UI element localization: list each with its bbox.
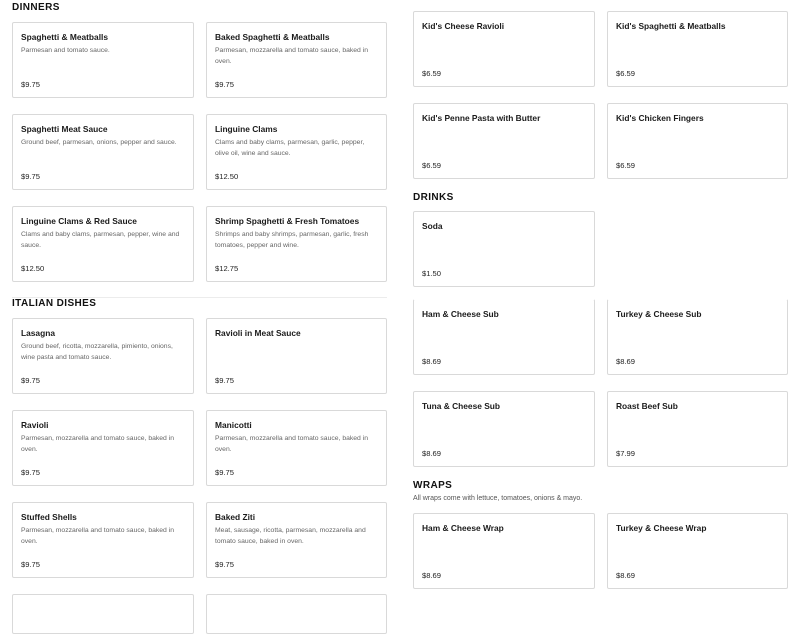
menu-item-card[interactable] bbox=[206, 318, 387, 394]
item-price: $8.69 bbox=[616, 357, 636, 366]
item-price: $6.59 bbox=[616, 69, 636, 78]
menu-item-card[interactable] bbox=[413, 211, 595, 287]
menu-item-card[interactable] bbox=[607, 11, 788, 87]
menu-item-card[interactable] bbox=[607, 391, 788, 467]
menu-item-card[interactable] bbox=[206, 410, 387, 486]
item-name: Kid's Chicken Fingers bbox=[616, 113, 704, 123]
item-name: Roast Beef Sub bbox=[616, 401, 678, 411]
menu-item-card[interactable] bbox=[12, 206, 194, 282]
item-price: $9.75 bbox=[215, 376, 235, 385]
item-price: $9.75 bbox=[21, 80, 41, 89]
item-name: Tuna & Cheese Sub bbox=[422, 401, 501, 411]
item-name: Shrimp Spaghetti & Fresh Tomatoes bbox=[215, 216, 360, 226]
item-price: $7.99 bbox=[616, 449, 636, 458]
menu-item-card[interactable] bbox=[12, 22, 194, 98]
item-name: Spaghetti & Meatballs bbox=[21, 32, 109, 42]
menu-item-card[interactable] bbox=[413, 391, 595, 467]
item-name: Turkey & Cheese Wrap bbox=[616, 523, 707, 533]
item-description: Clams and baby clams, parmesan, garlic, pepper, olive oil, wine and sauce. bbox=[215, 139, 365, 157]
item-description: Parmesan, mozzarella and tomato sauce, baked in oven. bbox=[21, 435, 175, 453]
menu-item-card[interactable] bbox=[12, 318, 194, 394]
item-description: Clams and baby clams, parmesan, pepper, wine and sauce. bbox=[21, 231, 180, 249]
section-heading-wraps: WRAPS bbox=[413, 480, 453, 491]
item-name: Ravioli bbox=[21, 420, 49, 430]
menu-item-card[interactable] bbox=[607, 299, 788, 375]
item-price: $9.75 bbox=[215, 80, 235, 89]
menu-item-card[interactable] bbox=[206, 206, 387, 282]
item-description: Parmesan and tomato sauce. bbox=[21, 47, 110, 54]
item-price: $6.59 bbox=[422, 69, 442, 78]
item-description: Parmesan, mozzarella and tomato sauce, baked in oven. bbox=[21, 527, 175, 545]
item-price: $9.75 bbox=[215, 468, 235, 477]
item-price: $9.75 bbox=[21, 468, 41, 477]
item-name: Ham & Cheese Wrap bbox=[422, 523, 504, 533]
item-description: Shrimps and baby shrimps, parmesan, garlic, fresh tomatoes, pepper and wine. bbox=[215, 231, 369, 249]
menu-item-card[interactable] bbox=[206, 594, 387, 634]
item-name: Lasagna bbox=[21, 328, 55, 338]
item-price: $8.69 bbox=[422, 449, 442, 458]
item-price: $12.75 bbox=[215, 264, 239, 273]
item-name: Baked Ziti bbox=[215, 512, 256, 522]
menu-item-card[interactable] bbox=[206, 502, 387, 578]
item-description: Meat, sausage, ricotta, parmesan, mozzarella and tomato sauce, baked in oven. bbox=[215, 527, 366, 545]
section-heading-italian-dishes: ITALIAN DISHES bbox=[12, 298, 97, 309]
item-price: $12.50 bbox=[21, 264, 45, 273]
menu-item-card[interactable] bbox=[607, 103, 788, 179]
menu-item-card[interactable] bbox=[413, 299, 595, 375]
item-name: Ravioli in Meat Sauce bbox=[215, 328, 301, 338]
item-name: Ham & Cheese Sub bbox=[422, 309, 499, 319]
section-note-wraps: All wraps come with lettuce, tomatoes, onions & mayo. bbox=[413, 495, 583, 502]
item-price: $8.69 bbox=[422, 357, 442, 366]
section-heading-dinners: DINNERS bbox=[12, 2, 60, 13]
menu-item-card[interactable] bbox=[206, 114, 387, 190]
item-price: $9.75 bbox=[21, 172, 41, 181]
menu-item-card[interactable] bbox=[12, 502, 194, 578]
menu-item-card[interactable] bbox=[413, 103, 595, 179]
item-name: Stuffed Shells bbox=[21, 512, 77, 522]
menu-item-card[interactable] bbox=[413, 513, 595, 589]
item-name: Manicotti bbox=[215, 420, 252, 430]
item-price: $6.59 bbox=[422, 161, 442, 170]
item-price: $12.50 bbox=[215, 172, 239, 181]
item-description: Parmesan, mozzarella and tomato sauce, baked in oven. bbox=[215, 435, 369, 453]
item-price: $1.50 bbox=[422, 269, 442, 278]
menu-item-card[interactable] bbox=[12, 594, 194, 634]
item-description: Ground beef, parmesan, onions, pepper and sauce. bbox=[21, 139, 177, 146]
item-name: Kid's Cheese Ravioli bbox=[422, 21, 505, 31]
menu-item-card[interactable] bbox=[12, 114, 194, 190]
item-price: $9.75 bbox=[21, 560, 41, 569]
item-price: $9.75 bbox=[21, 376, 41, 385]
item-name: Spaghetti Meat Sauce bbox=[21, 124, 108, 134]
item-price: $8.69 bbox=[616, 571, 636, 580]
item-name: Turkey & Cheese Sub bbox=[616, 309, 702, 319]
item-price: $6.59 bbox=[616, 161, 636, 170]
item-price: $9.75 bbox=[215, 560, 235, 569]
menu-item-card[interactable] bbox=[607, 513, 788, 589]
item-name: Kid's Penne Pasta with Butter bbox=[422, 113, 541, 123]
item-description: Parmesan, mozzarella and tomato sauce, baked in oven. bbox=[215, 47, 369, 65]
menu-item-card[interactable] bbox=[413, 11, 595, 87]
menu-item-card[interactable] bbox=[206, 22, 387, 98]
item-name: Soda bbox=[422, 221, 443, 231]
item-name: Linguine Clams & Red Sauce bbox=[21, 216, 137, 226]
section-heading-drinks: DRINKS bbox=[413, 192, 454, 203]
item-name: Linguine Clams bbox=[215, 124, 278, 134]
item-name: Baked Spaghetti & Meatballs bbox=[215, 32, 330, 42]
item-description: Ground beef, ricotta, mozzarella, pimiento, onions, wine pasta and tomato sauce. bbox=[21, 343, 173, 361]
menu-item-card[interactable] bbox=[12, 410, 194, 486]
item-price: $8.69 bbox=[422, 571, 442, 580]
item-name: Kid's Spaghetti & Meatballs bbox=[616, 21, 726, 31]
